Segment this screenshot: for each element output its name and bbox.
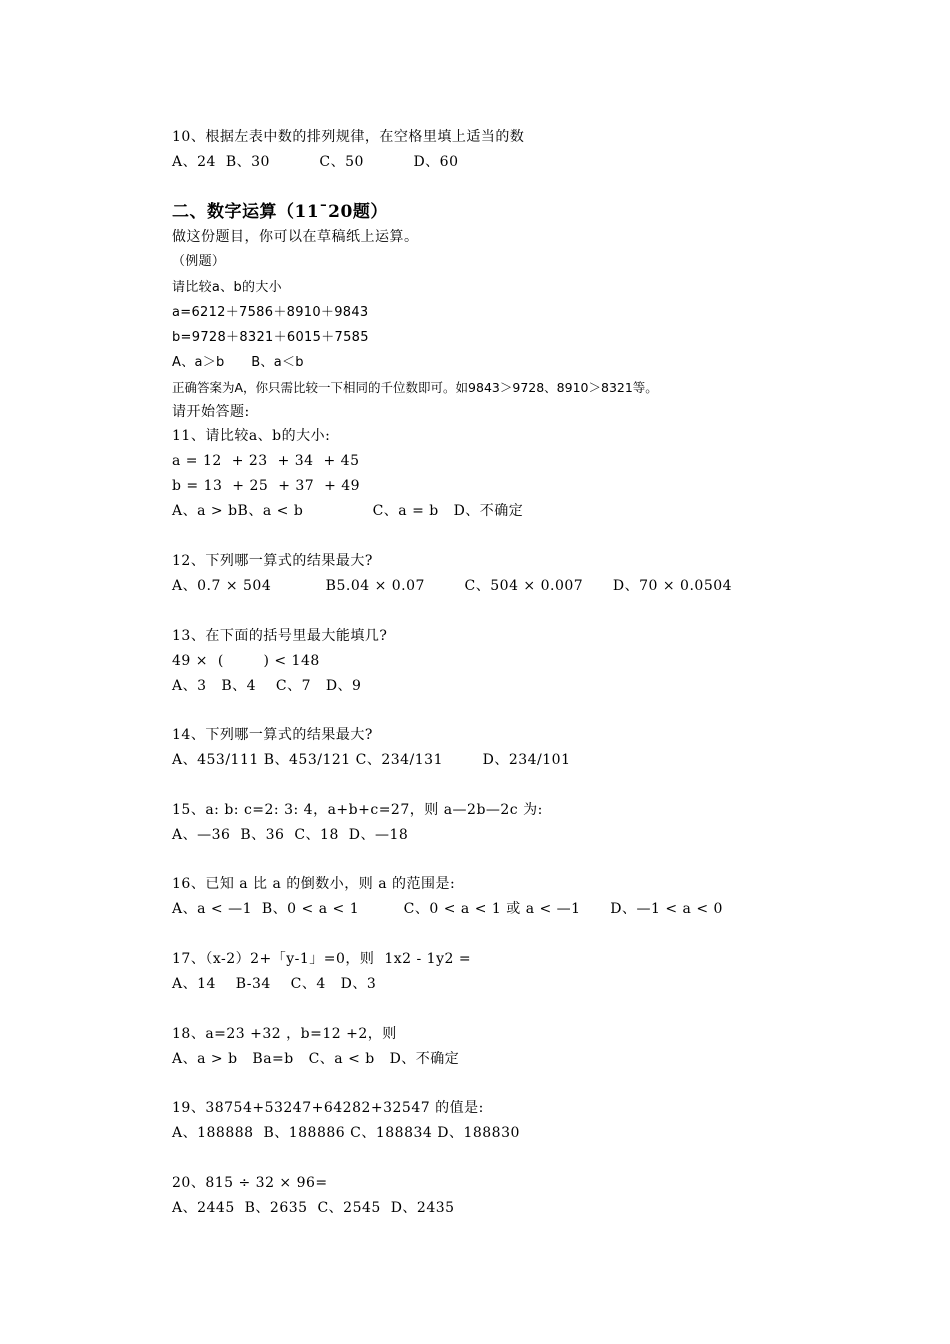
q10-options: A、24 B、30 C、50 D、60 bbox=[172, 154, 459, 170]
q19-options: A、188888 B、188886 C、188834 D、188830 bbox=[172, 1125, 520, 1141]
section-intro: 做这份题目，你可以在草稿纸上运算。 bbox=[172, 229, 419, 245]
q20-options: A、2445 B、2635 C、2545 D、2435 bbox=[172, 1200, 455, 1216]
q13-options: A、3 B、4 C、7 D、9 bbox=[172, 678, 362, 694]
q14-stem: 14、下列哪一算式的结果最大? bbox=[172, 727, 373, 743]
q11-b-line: b = 13 + 25 + 37 + 49 bbox=[172, 478, 361, 494]
q18-stem: 18、a=23 +32 ，b=12 +2，则 bbox=[172, 1026, 397, 1042]
q10-stem: 10、根据左表中数的排列规律，在空格里填上适当的数 bbox=[172, 129, 525, 145]
q15-stem: 15、a: b: c=2: 3: 4，a+b+c=27，则 a—2b—2c 为: bbox=[172, 802, 543, 818]
example-explanation: 正确答案为A，你只需比较一下相同的千位数即可。如9843＞9728、8910＞8321等。 bbox=[172, 380, 658, 395]
example-label: （例题） bbox=[172, 254, 226, 269]
q11-options: A、a > bB、a < b C、a = b D、不确定 bbox=[172, 503, 524, 519]
example-b-line: b=9728＋8321＋6015＋7585 bbox=[172, 330, 369, 345]
q13-expression: 49 × ( ) < 148 bbox=[172, 653, 320, 669]
q15-options: A、—36 B、36 C、18 D、—18 bbox=[172, 827, 409, 843]
q16-stem: 16、已知 a 比 a 的倒数小，则 a 的范围是: bbox=[172, 876, 456, 892]
q12-stem: 12、下列哪一算式的结果最大? bbox=[172, 553, 373, 569]
q20-stem: 20、815 ÷ 32 × 96= bbox=[172, 1175, 328, 1191]
q14-options: A、453/111 B、453/121 C、234/131 D、234/101 bbox=[172, 752, 571, 768]
example-stem: 请比较a、b的大小 bbox=[172, 280, 282, 295]
q11-a-line: a = 12 + 23 + 34 + 45 bbox=[172, 453, 360, 469]
q19-stem: 19、38754+53247+64282+32547 的值是: bbox=[172, 1100, 484, 1116]
start-prompt: 请开始答题: bbox=[172, 404, 250, 420]
q12-options: A、0.7 × 504 B5.04 × 0.07 C、504 × 0.007 D、70 × 0.0504 bbox=[172, 578, 733, 594]
q11-stem: 11、请比较a、b的大小: bbox=[172, 428, 331, 444]
q18-options: A、a > b Ba=b C、a < b D、不确定 bbox=[172, 1051, 460, 1067]
q13-stem: 13、在下面的括号里最大能填几? bbox=[172, 628, 388, 644]
q17-options: A、14 B-34 C、4 D、3 bbox=[172, 976, 377, 992]
q16-options: A、a < —1 B、0 < a < 1 C、0 < a < 1 或 a < —1 D、—1 < a < 0 bbox=[172, 901, 723, 917]
q17-stem: 17、（x-2）2+「y-1」=0，则 1x2 - 1y2 = bbox=[172, 951, 472, 967]
example-a-line: a=6212＋7586＋8910＋9843 bbox=[172, 305, 369, 320]
section-title: 二、数字运算（11¯20题） bbox=[172, 202, 388, 222]
example-options: A、a＞b B、a＜b bbox=[172, 355, 304, 370]
